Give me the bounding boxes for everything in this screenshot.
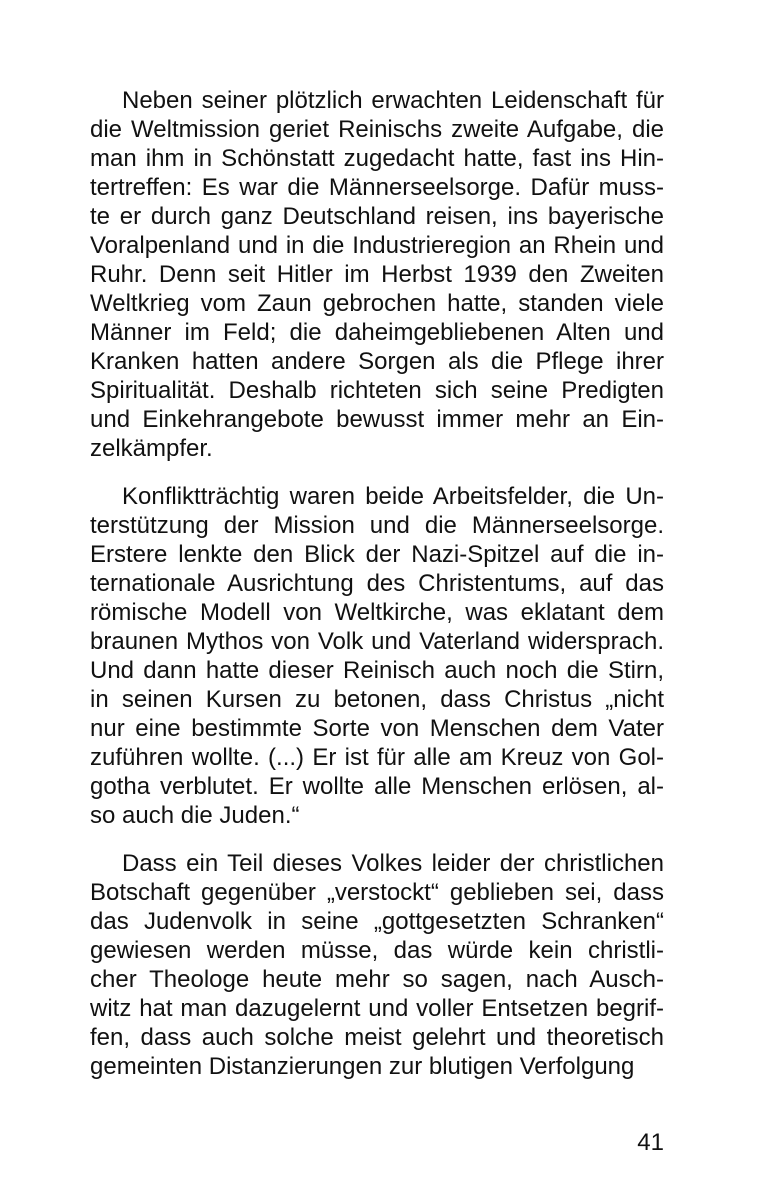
text-line: Dass ein Teil dieses Volkes leider der christlichen <box>122 850 664 877</box>
text-line: braunen Mythos von Volk und Vaterland widersprach. <box>90 628 664 655</box>
text-line: in seinen Kursen zu betonen, dass Christus „nicht <box>90 686 664 713</box>
paragraph <box>90 849 664 1081</box>
text-line: witz hat man dazugelernt und voller Entsetzen begrif- <box>90 995 664 1022</box>
paragraph <box>90 482 664 830</box>
text-line: so auch die Juden.“ <box>90 802 300 829</box>
text-line: gemeinten Distanzierungen zur blutigen Verfolgung <box>90 1053 635 1080</box>
text-line: ternationale Ausrichtung des Christentums, auf das <box>90 570 664 597</box>
paragraph <box>90 86 664 463</box>
text-line: terstützung der Mission und die Männerseelsorge. <box>90 512 664 539</box>
text-line: Männer im Feld; die daheimgebliebenen Alten und <box>90 319 664 346</box>
text-line: zelkämpfer. <box>90 435 213 462</box>
text-line: man ihm in Schönstatt zugedacht hatte, fast ins Hin- <box>90 145 664 172</box>
text-line: gewiesen werden müsse, das würde kein christli- <box>90 937 664 964</box>
text-line: tertreffen: Es war die Männerseelsorge. Dafür muss- <box>90 174 664 201</box>
text-line: das Judenvolk in seine „gottgesetzten Schranken“ <box>90 908 664 935</box>
text-line: Spiritualität. Deshalb richteten sich seine Predigten <box>90 377 664 404</box>
text-line: Neben seiner plötzlich erwachten Leidenschaft für <box>122 87 664 114</box>
text-line: Und dann hatte dieser Reinisch auch noch die Stirn, <box>90 657 664 684</box>
text-line: zuführen wollte. (...) Er ist für alle am Kreuz von Gol- <box>90 744 664 771</box>
text-line: Weltkrieg vom Zaun gebrochen hatte, standen viele <box>90 290 664 317</box>
text-line: te er durch ganz Deutschland reisen, ins bayerische <box>90 203 664 230</box>
text-line: Ruhr. Denn seit Hitler im Herbst 1939 den Zweiten <box>90 261 664 288</box>
text-line: Kranken hatten andere Sorgen als die Pflege ihrer <box>90 348 664 375</box>
text-line: und Einkehrangebote bewusst immer mehr an Ein- <box>90 406 664 433</box>
text-line: Voralpenland und in die Industrieregion an Rhein und <box>90 232 664 259</box>
text-line: römische Modell von Weltkirche, was eklatant dem <box>90 599 664 626</box>
text-line: cher Theologe heute mehr so sagen, nach Ausch- <box>90 966 664 993</box>
text-line: gotha verblutet. Er wollte alle Menschen erlösen, al- <box>90 773 664 800</box>
text-line: nur eine bestimmte Sorte von Menschen dem Vater <box>90 715 664 742</box>
text-line: die Weltmission geriet Reinischs zweite Aufgabe, die <box>90 116 664 143</box>
text-line: Erstere lenkte den Blick der Nazi-Spitzel auf die in- <box>90 541 664 568</box>
text-block <box>90 86 664 1081</box>
text-line: fen, dass auch solche meist gelehrt und theoretisch <box>90 1024 664 1051</box>
page-number: 41 <box>637 1129 664 1156</box>
text-line: Botschaft gegenüber „verstockt“ geblieben sei, dass <box>90 879 664 906</box>
text-line: Konfliktträchtig waren beide Arbeitsfelder, die Un- <box>122 483 664 510</box>
